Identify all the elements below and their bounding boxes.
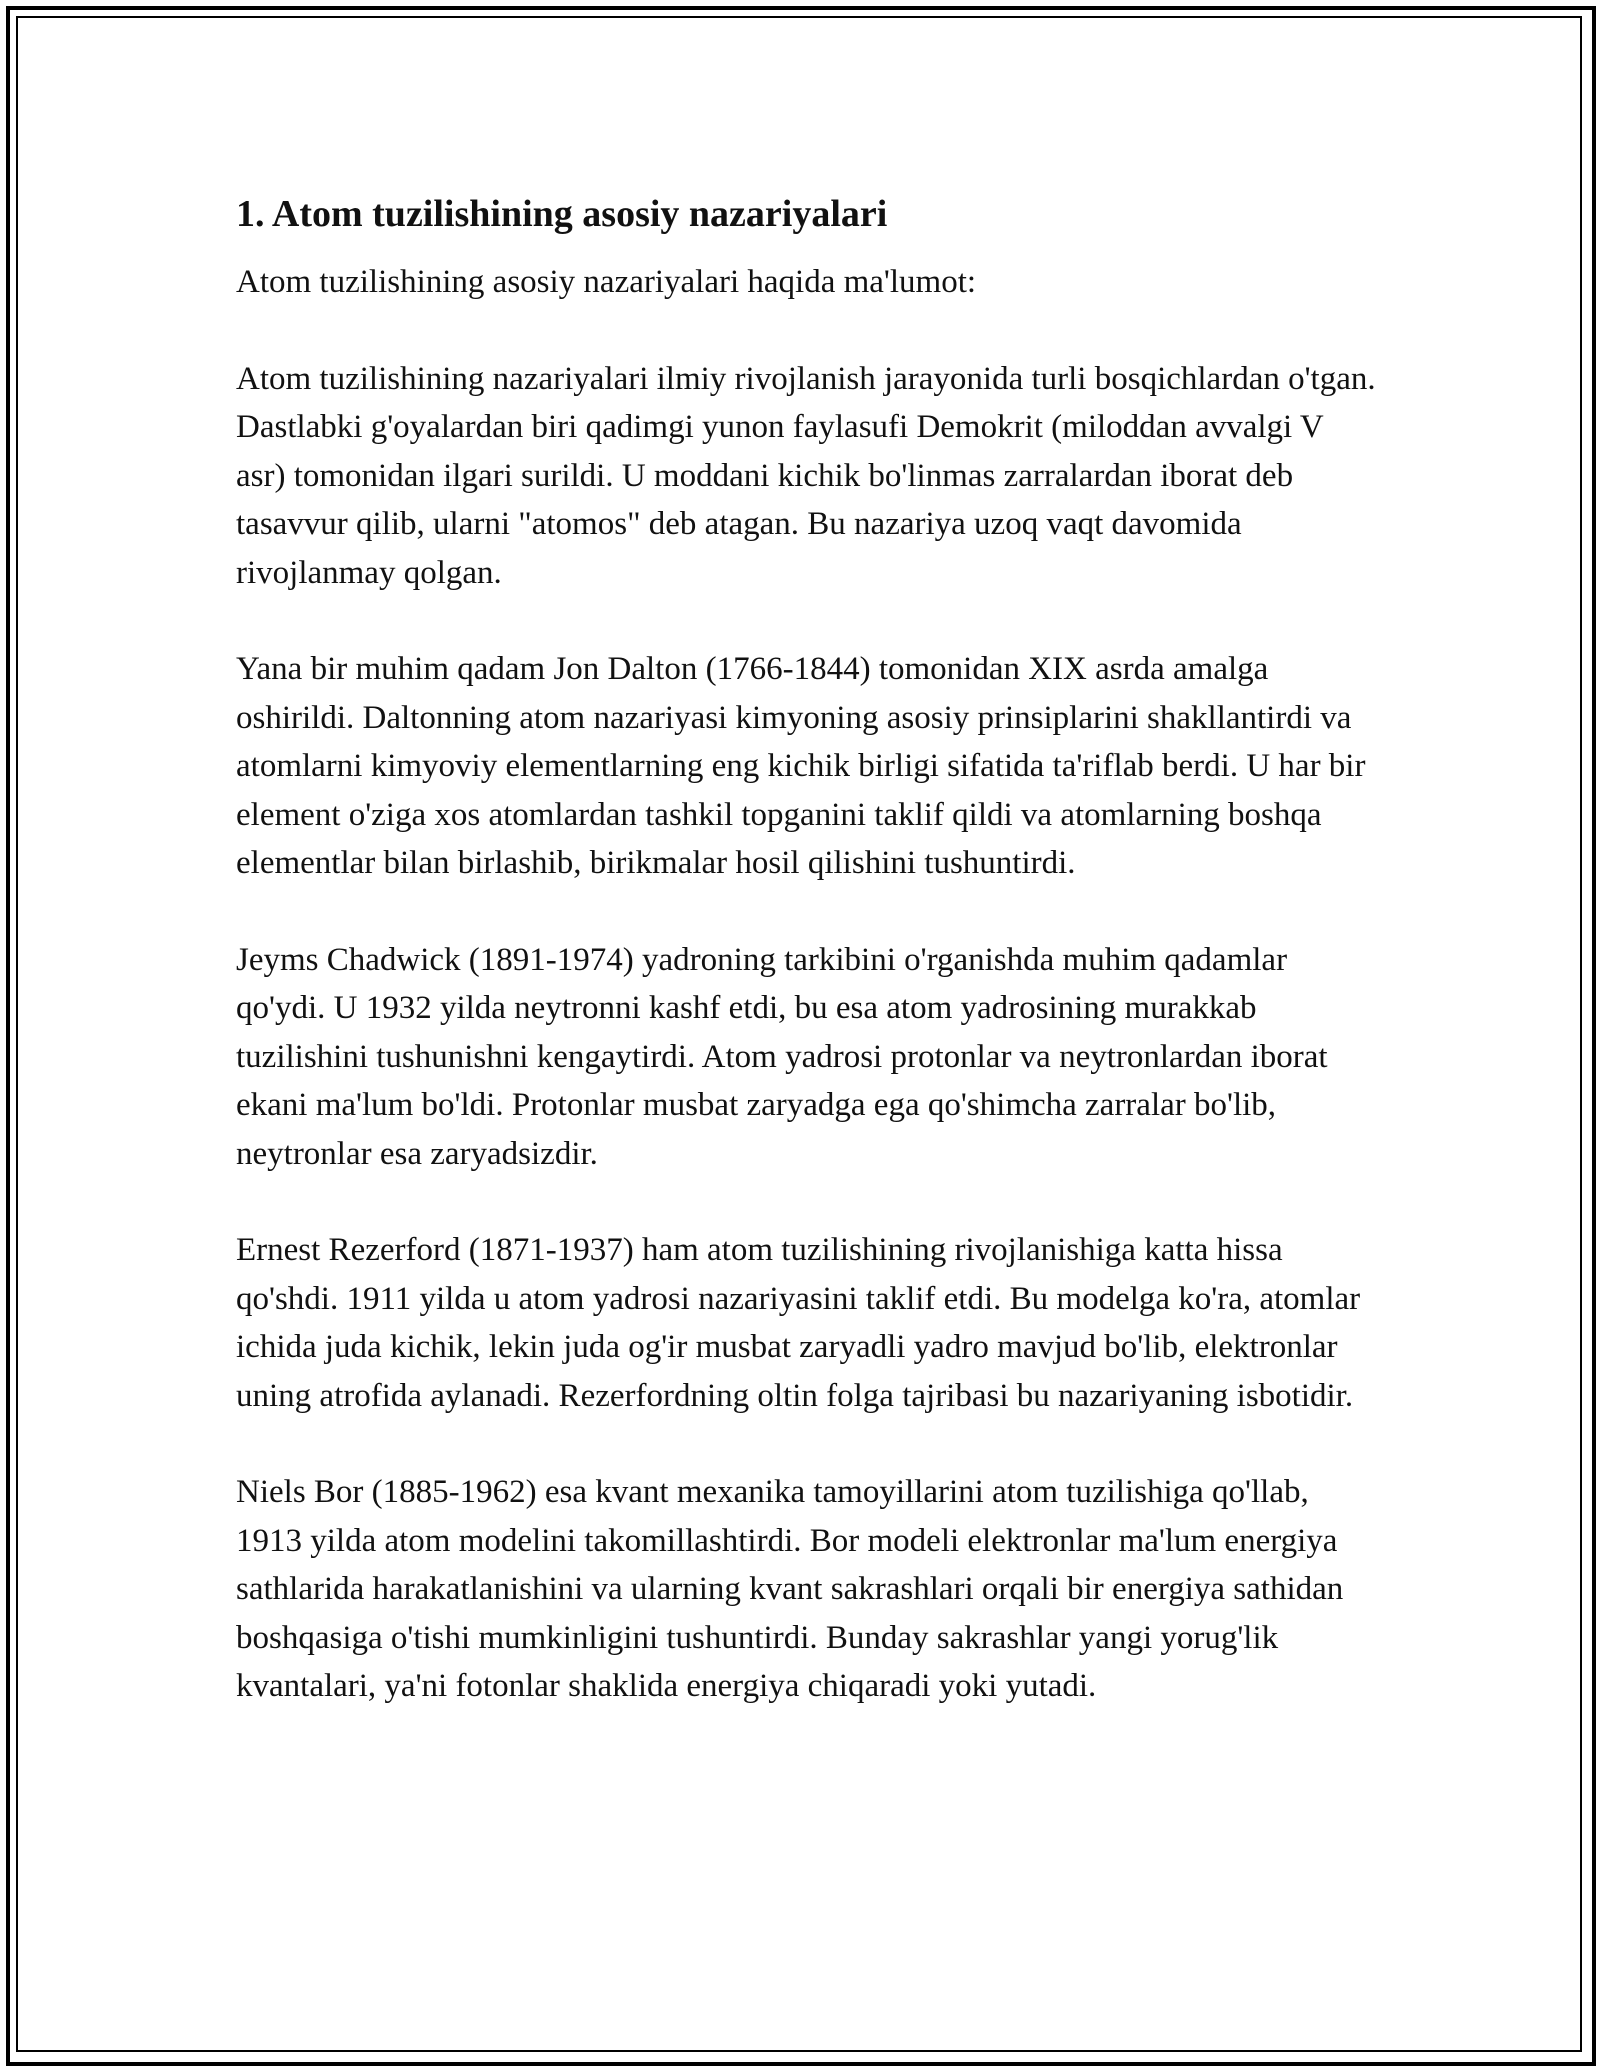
- paragraph-bohr: Niels Bor (1885-1962) esa kvant mexanika tamoyillarini atom tuzilishiga qo'llab, 1913 yilda atom modelini takomillashtirdi. Bor modeli elektronlar ma'lum energiya sathlarida harakatlanishini va ularning kvant sakrashlari orqali bir energiya sathidan boshqasiga o'tishi mumkinligini tushuntirdi. Bunday sakrashlar yangi yorug'lik kvantalari, ya'ni fotonlar shaklida energiya chiqaradi yoki yutadi.: [236, 1474, 1344, 1704]
- paragraph-dalton: Yana bir muhim qadam Jon Dalton (1766-1844) tomonidan XIX asrda amalga oshirildi. Daltonning atom nazariyasi kimyoning asosiy prinsiplarini shakllantirdi va atomlarni kimyoviy elementlarning eng kichik birligi sifatida ta'riflab berdi. U har bir element o'ziga xos atomlardan tashkil topganini taklif qildi va atomlarning boshqa elementlar bilan birlashib, birikmalar hosil qilishini tushuntirdi.: [236, 651, 1366, 881]
- document-body: [236, 190, 1376, 1711]
- paragraph-rutherford: Ernest Rezerford (1871-1937) ham atom tuzilishining rivojlanishiga katta hissa qo'shdi. 1911 yilda u atom yadrosi nazariyasini taklif etdi. Bu modelga ko'ra, atomlar ichida juda kichik, lekin juda og'ir musbat zaryadli yadro mavjud bo'lib, elektronlar uning atrofida aylanadi. Rezerfordning oltin folga tajribasi bu nazariyaning isbotidir.: [236, 1232, 1361, 1414]
- intro-paragraph: Atom tuzilishining asosiy nazariyalari haqida ma'lumot:: [236, 264, 977, 300]
- section-heading: 1. Atom tuzilishining asosiy nazariyalari: [236, 193, 888, 235]
- paragraph-chadwick: Jeyms Chadwick (1891-1974) yadroning tarkibini o'rganishda muhim qadamlar qo'ydi. U 1932 yilda neytronni kashf etdi, bu esa atom yadrosining murakkab tuzilishini tushunishni kengaytirdi. Atom yadrosi protonlar va neytronlardan iborat ekani ma'lum bo'ldi. Protonlar musbat zaryadga ega qo'shimcha zarralar bo'lib, neytronlar esa zaryadsizdir.: [236, 941, 1328, 1172]
- paragraph-democritus: Atom tuzilishining nazariyalari ilmiy rivojlanish jarayonida turli bosqichlardan o'tgan. Dastlabki g'oyalardan biri qadimgi yunon faylasufi Demokrit (miloddan avvalgi V asr) tomonidan ilgari surildi. U moddani kichik bo'linmas zarralardan iborat deb tasavvur qilib, ularni "atomos" deb atagan. Bu nazariya uzoq vaqt davomida rivojlanmay qolgan.: [236, 360, 1376, 591]
